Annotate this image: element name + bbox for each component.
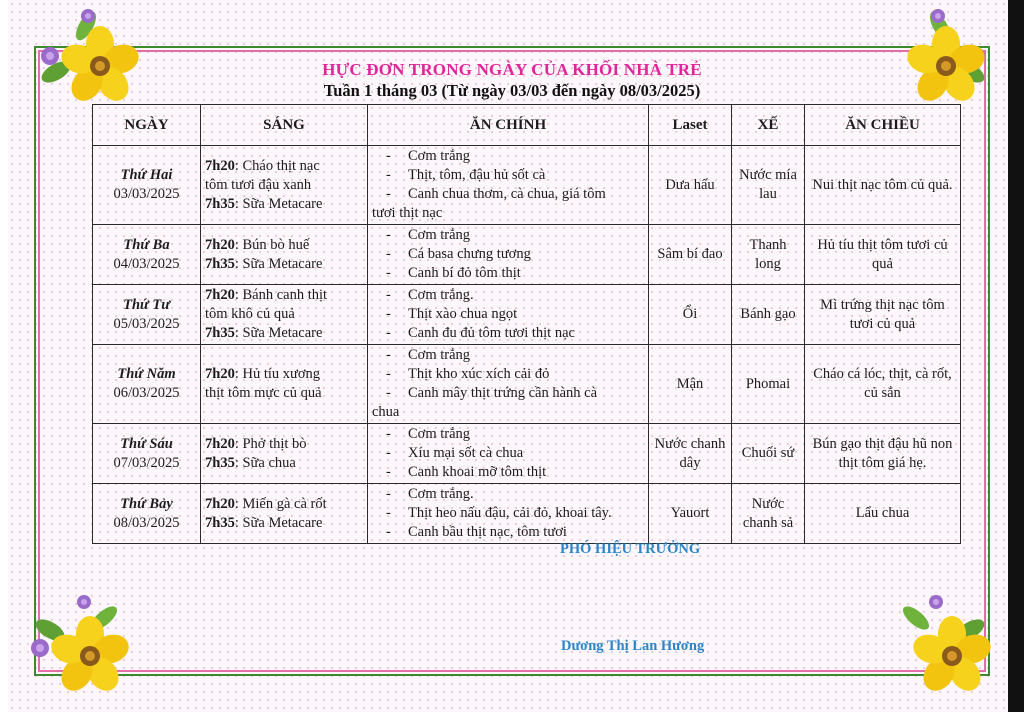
meal-time: 7h20 bbox=[205, 435, 235, 452]
signature-position: PHÓ HIỆU TRƯỞNG bbox=[560, 541, 701, 557]
day-date: 06/03/2025 bbox=[113, 385, 180, 401]
laset-cell: Nước chanh dây bbox=[649, 424, 732, 484]
day-cell bbox=[93, 146, 201, 225]
morning-line bbox=[205, 454, 363, 473]
day-name: Thứ Tư bbox=[123, 296, 170, 313]
morning-line bbox=[205, 195, 363, 214]
morning-line bbox=[205, 255, 363, 274]
morning-text: : Hủ tíu xương bbox=[234, 366, 321, 382]
list-item bbox=[372, 384, 644, 403]
afternoon-cell: Bún gạo thịt đậu hũ non thịt tôm giá hẹ. bbox=[805, 424, 961, 484]
laset-cell: Yauort bbox=[649, 484, 732, 544]
flower-icon bbox=[28, 4, 148, 114]
list-item bbox=[372, 523, 644, 542]
main-meal-list bbox=[372, 226, 644, 283]
table-header-row bbox=[93, 105, 961, 146]
list-item bbox=[372, 346, 644, 365]
bullet-dash: - bbox=[386, 347, 391, 363]
day-cell bbox=[93, 484, 201, 544]
bullet-dash: - bbox=[386, 366, 391, 382]
day-date: 05/03/2025 bbox=[113, 315, 180, 332]
column-header-afternoon: ĂN CHIỀU bbox=[805, 105, 961, 146]
morning-text: : Sữa chua bbox=[234, 454, 296, 471]
morning-cell bbox=[201, 146, 368, 225]
table-body bbox=[93, 146, 961, 544]
dish-text: Thịt, tôm, đậu hủ sốt cà bbox=[408, 167, 546, 183]
list-item bbox=[372, 365, 644, 384]
bullet-dash: - bbox=[386, 464, 391, 480]
day-date: 03/03/2025 bbox=[113, 186, 180, 202]
dish-text: Thịt heo nấu đậu, cải đỏ, khoai tây. bbox=[408, 505, 612, 521]
flower-icon bbox=[880, 590, 1000, 705]
dish-text: Canh đu đủ tôm tươi thịt nạc bbox=[408, 325, 575, 341]
main-meal-cell bbox=[368, 424, 649, 484]
dish-continuation: chua bbox=[372, 404, 400, 420]
afternoon-cell: Mì trứng thịt nạc tôm tươi củ quả bbox=[805, 285, 961, 345]
table-row bbox=[93, 285, 961, 345]
column-header-snack: XẾ bbox=[732, 105, 805, 146]
morning-text: : Sữa Metacare bbox=[234, 325, 323, 341]
bullet-dash: - bbox=[386, 486, 391, 502]
afternoon-cell: Nui thịt nạc tôm củ quả. bbox=[805, 146, 961, 225]
main-meal-list bbox=[372, 425, 644, 482]
morning-text: : Phở thịt bò bbox=[234, 435, 307, 452]
menu-table bbox=[92, 104, 961, 544]
list-item bbox=[372, 425, 644, 444]
morning-cell bbox=[201, 285, 368, 345]
morning-text: : Bún bò huế bbox=[234, 236, 310, 253]
window-edge bbox=[1008, 0, 1024, 712]
bullet-dash: - bbox=[386, 246, 391, 262]
morning-line bbox=[205, 435, 363, 454]
day-cell bbox=[93, 345, 201, 424]
bullet-dash: - bbox=[386, 524, 391, 540]
bullet-dash: - bbox=[386, 167, 391, 183]
meal-time: 7h20 bbox=[205, 287, 235, 303]
morning-text: tôm khô củ quả bbox=[205, 306, 295, 322]
day-name: Thứ Hai bbox=[120, 167, 173, 183]
list-item bbox=[372, 324, 644, 343]
main-meal-list bbox=[372, 485, 644, 542]
meal-time: 7h20 bbox=[205, 236, 235, 253]
morning-line bbox=[205, 305, 363, 324]
flower-icon bbox=[878, 4, 998, 114]
main-meal-cell bbox=[368, 345, 649, 424]
list-item bbox=[372, 305, 644, 324]
snack-cell: Thanh long bbox=[732, 225, 805, 285]
bullet-dash: - bbox=[386, 265, 391, 281]
dish-continuation: tươi thịt nạc bbox=[372, 205, 443, 221]
afternoon-cell: Cháo cá lóc, thịt, cà rốt, củ sắn bbox=[805, 345, 961, 424]
meal-time: 7h35 bbox=[205, 454, 235, 471]
table-row bbox=[93, 345, 961, 424]
dish-text: Cơm trắng bbox=[408, 148, 471, 164]
dish-text: Cơm trắng bbox=[408, 227, 471, 243]
morning-line bbox=[205, 324, 363, 343]
morning-line bbox=[205, 286, 363, 305]
morning-text: : Bánh canh thịt bbox=[234, 287, 328, 303]
day-name: Thứ Sáu bbox=[120, 435, 173, 452]
morning-text: : Sữa Metacare bbox=[234, 514, 323, 531]
morning-cell bbox=[201, 225, 368, 285]
day-name: Thứ Ba bbox=[123, 236, 170, 253]
main-meal-list bbox=[372, 346, 644, 403]
day-cell bbox=[93, 285, 201, 345]
list-item bbox=[372, 226, 644, 245]
snack-cell: Bánh gạo bbox=[732, 285, 805, 345]
day-name: Thứ Năm bbox=[117, 366, 176, 382]
morning-text: : Miến gà cà rốt bbox=[234, 495, 327, 512]
main-meal-cell bbox=[368, 484, 649, 544]
main-meal-cell bbox=[368, 285, 649, 345]
snack-cell: Phomai bbox=[732, 345, 805, 424]
dish-text: Canh bí đỏ tôm thịt bbox=[408, 265, 521, 281]
day-date: 04/03/2025 bbox=[113, 255, 180, 272]
dish-text: Cơm trắng bbox=[408, 426, 471, 442]
dish-text: Cá basa chưng tương bbox=[408, 246, 531, 262]
list-item bbox=[372, 147, 644, 166]
snack-cell: Nước mía lau bbox=[732, 146, 805, 225]
dish-text: Canh khoai mỡ tôm thịt bbox=[408, 464, 547, 480]
bullet-dash: - bbox=[386, 186, 391, 202]
main-meal-list bbox=[372, 286, 644, 343]
morning-cell bbox=[201, 424, 368, 484]
page-subtitle: Tuần 1 tháng 03 (Từ ngày 03/03 đến ngày 08/03/2025) bbox=[323, 81, 701, 100]
list-item bbox=[372, 444, 644, 463]
table-row bbox=[93, 424, 961, 484]
bullet-dash: - bbox=[386, 287, 391, 303]
bullet-dash: - bbox=[386, 325, 391, 341]
day-date: 07/03/2025 bbox=[113, 454, 180, 471]
meal-time: 7h35 bbox=[205, 514, 235, 531]
dish-text: Cơm trắng. bbox=[408, 287, 474, 303]
afternoon-cell: Hủ tíu thịt tôm tươi củ quả bbox=[805, 225, 961, 285]
meal-time: 7h35 bbox=[205, 195, 235, 212]
meal-time: 7h35 bbox=[205, 325, 235, 341]
list-item bbox=[372, 286, 644, 305]
dish-text: Cơm trắng bbox=[408, 347, 471, 363]
meal-time: 7h20 bbox=[205, 157, 235, 174]
meal-time: 7h20 bbox=[205, 495, 235, 512]
snack-cell: Nước chanh sả bbox=[732, 484, 805, 544]
laset-cell: Dưa hấu bbox=[649, 146, 732, 225]
dish-text: Cơm trắng. bbox=[408, 486, 474, 502]
laset-cell: Sâm bí đao bbox=[649, 225, 732, 285]
dish-text: Xíu mại sốt cà chua bbox=[408, 445, 524, 461]
list-item bbox=[372, 504, 644, 523]
table-row bbox=[93, 225, 961, 285]
dish-text: Canh chua thơm, cà chua, giá tôm bbox=[408, 186, 606, 202]
column-header-laset: Laset bbox=[649, 105, 732, 146]
flower-icon bbox=[20, 590, 140, 705]
morning-line bbox=[205, 514, 363, 533]
bullet-dash: - bbox=[386, 445, 391, 461]
dish-text: Thịt xào chua ngọt bbox=[408, 306, 518, 322]
list-item bbox=[372, 166, 644, 185]
bullet-dash: - bbox=[386, 505, 391, 521]
bullet-dash: - bbox=[386, 426, 391, 442]
meal-time: 7h20 bbox=[205, 366, 235, 382]
list-item bbox=[372, 245, 644, 264]
morning-cell bbox=[201, 345, 368, 424]
main-meal-cell bbox=[368, 225, 649, 285]
table-row bbox=[93, 484, 961, 544]
day-name: Thứ Bảy bbox=[120, 495, 173, 512]
morning-text: tôm tươi đậu xanh bbox=[205, 176, 312, 193]
day-date: 08/03/2025 bbox=[113, 514, 180, 531]
column-header-day: NGÀY bbox=[93, 105, 201, 146]
dish-text: Canh mây thịt trứng cần hành cà bbox=[408, 385, 598, 401]
day-cell bbox=[93, 424, 201, 484]
dish-text: Canh bầu thịt nạc, tôm tươi bbox=[408, 524, 567, 540]
snack-cell: Chuối sứ bbox=[732, 424, 805, 484]
list-item bbox=[372, 185, 644, 204]
dish-text: Thịt kho xúc xích cải đỏ bbox=[408, 366, 550, 382]
main-meal-cell bbox=[368, 146, 649, 225]
morning-text: thịt tôm mực củ quả bbox=[205, 385, 322, 401]
afternoon-cell: Lẩu chua bbox=[805, 484, 961, 544]
bullet-dash: - bbox=[386, 385, 391, 401]
morning-line bbox=[205, 384, 363, 403]
table-row bbox=[93, 146, 961, 225]
laset-cell: Ổi bbox=[649, 285, 732, 345]
list-item bbox=[372, 264, 644, 283]
list-item bbox=[372, 485, 644, 504]
morning-text: : Sữa Metacare bbox=[234, 255, 323, 272]
meal-time: 7h35 bbox=[205, 255, 235, 272]
morning-cell bbox=[201, 484, 368, 544]
morning-text: : Cháo thịt nạc bbox=[234, 157, 320, 174]
morning-line bbox=[205, 176, 363, 195]
column-header-main-meal: ĂN CHÍNH bbox=[368, 105, 649, 146]
morning-line bbox=[205, 495, 363, 514]
signature-name: Dương Thị Lan Hương bbox=[561, 638, 705, 654]
list-item bbox=[372, 463, 644, 482]
column-header-morning: SÁNG bbox=[201, 105, 368, 146]
page-title: HỰC ĐƠN TRONG NGÀY CỦA KHỐI NHÀ TRẺ bbox=[322, 60, 702, 79]
morning-line bbox=[205, 365, 363, 384]
laset-cell: Mận bbox=[649, 345, 732, 424]
morning-text: : Sữa Metacare bbox=[234, 195, 323, 212]
bullet-dash: - bbox=[386, 148, 391, 164]
main-meal-list bbox=[372, 147, 644, 204]
morning-line bbox=[205, 157, 363, 176]
morning-line bbox=[205, 236, 363, 255]
bullet-dash: - bbox=[386, 306, 391, 322]
day-cell bbox=[93, 225, 201, 285]
bullet-dash: - bbox=[386, 227, 391, 243]
